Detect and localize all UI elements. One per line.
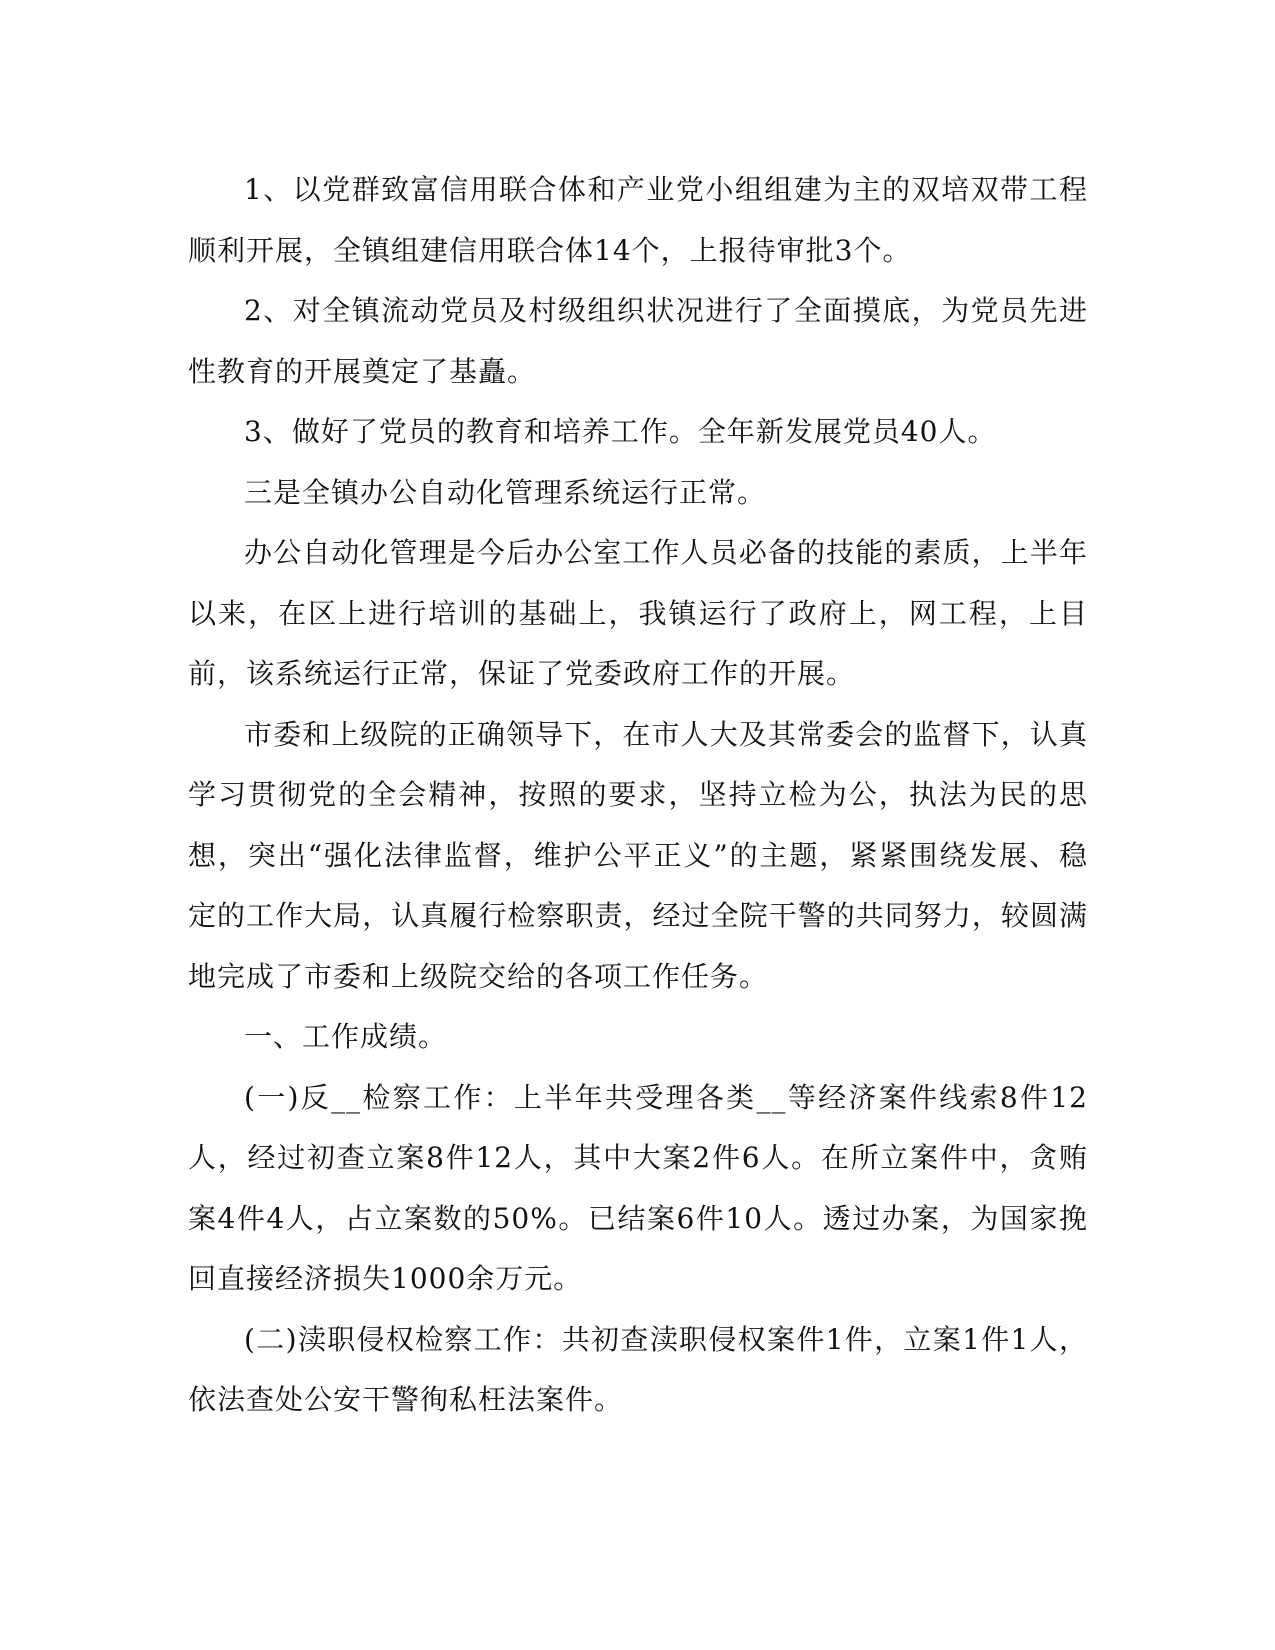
paragraph-2: 2、对全镇流动党员及村级组织状况进行了全面摸底，为党员先进性教育的开展奠定了基矗。: [188, 294, 1088, 388]
paragraph-3: 3、做好了党员的教育和培养工作。全年新发展党员40人。: [244, 415, 997, 448]
paragraph-1: 1、以党群致富信用联合体和产业党小组组建为主的双培双带工程顺利开展，全镇组建信用联合体14个，上报待审批3个。: [188, 173, 1088, 267]
paragraph-5: 办公自动化管理是今后办公室工作人员必备的技能的素质，上半年以来，在区上进行培训的基础上，我镇运行了政府上，网工程，上目前，该系统运行正常，保证了党委政府工作的开展。: [188, 536, 1088, 690]
paragraph-8: (二)渎职侵权检察工作：共初查渎职侵权案件1件，立案1件1人，依法查处公安干警徇私枉法案件。: [188, 1322, 1088, 1416]
paragraph-7: (一)反__检察工作：上半年共受理各类__等经济案件线索8件12人，经过初查立案8件12人，其中大案2件6人。在所立案件中，贪贿案4件4人，占立案数的50%。已结案6件10人。透过办案，为国家挽回直接经济损失1000余万元。: [188, 1080, 1088, 1295]
section-heading: 一、工作成绩。: [244, 1020, 448, 1053]
paragraph-6: 市委和上级院的正确领导下，在市人大及其常委会的监督下，认真学习贯彻党的全会精神，按照的要求，坚持立检为公，执法为民的思想，突出“强化法律监督，维护公平正义”的主题，紧紧围绕发展、稳定的工作大局，认真履行检察职责，经过全院干警的共同努力，较圆满地完成了市委和上级院交给的各项工作任务。: [188, 717, 1088, 993]
body-text: [188, 160, 1088, 1431]
paragraph-4: 三是全镇办公自动化管理系统运行正常。: [244, 475, 767, 509]
